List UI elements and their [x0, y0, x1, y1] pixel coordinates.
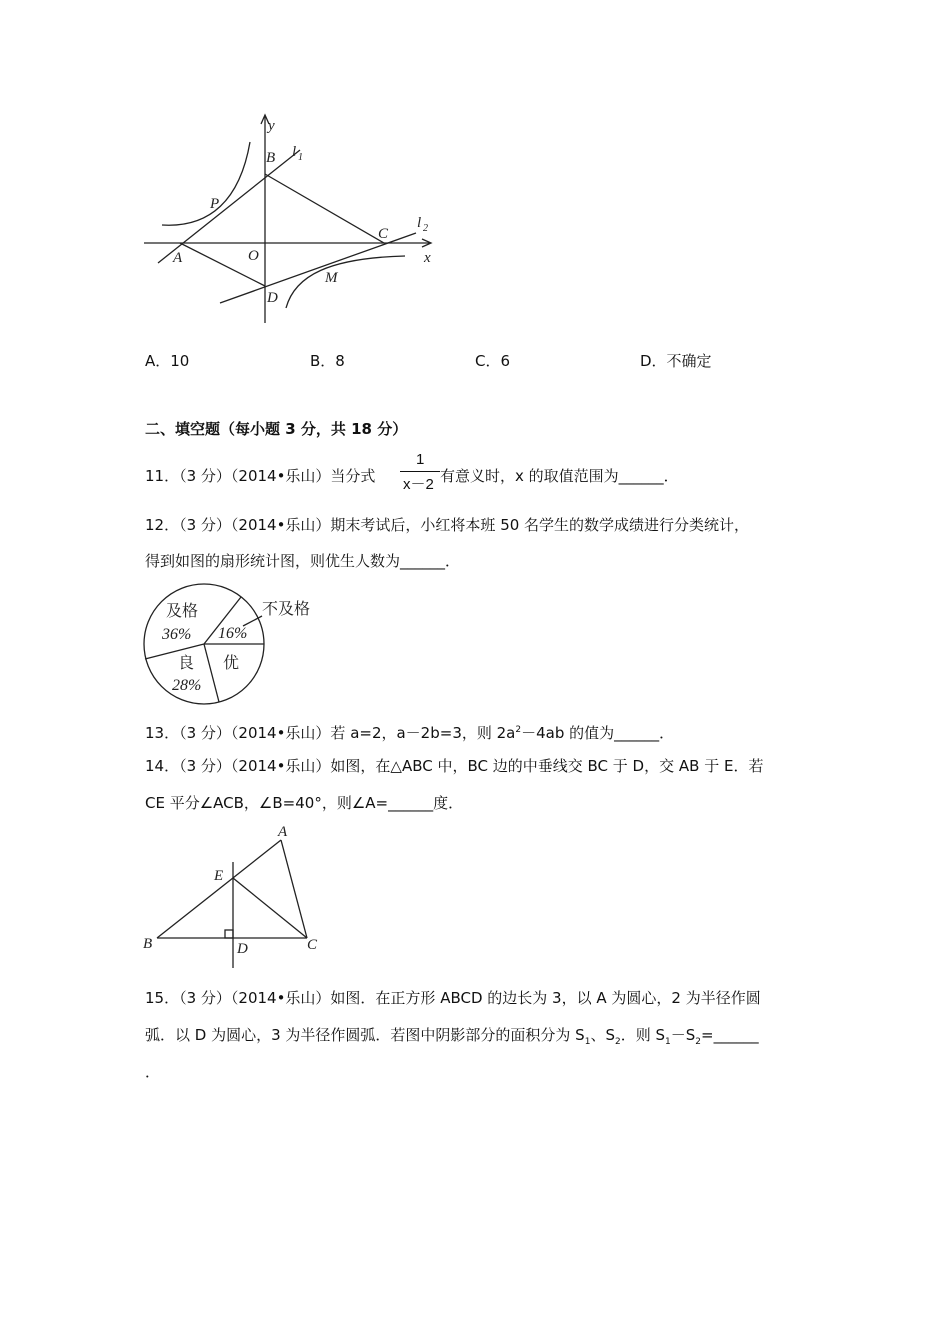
pie-label-jige-pct: 36%: [162, 626, 192, 643]
pie-label-bujige-pct: 16%: [218, 625, 248, 642]
right-angle-mark: [225, 930, 233, 938]
tri-label-C: C: [307, 937, 318, 953]
pie-label-jige: 及格: [166, 603, 199, 620]
pie-figure: [140, 582, 330, 706]
line-l1: [158, 150, 300, 263]
segment-EC: [233, 878, 307, 938]
q12-line1: 12．（3 分）（2014•乐山）期末考试后，小红将本班 50 名学生的数学成绩进行分类统计，: [145, 516, 750, 534]
tri-label-E: E: [214, 868, 224, 884]
label-M: M: [325, 270, 338, 286]
q15-sub-1: 1: [584, 1037, 591, 1047]
q15-line3: ．: [145, 1063, 161, 1081]
q15-line2a: 弧．以 D 为圆心，3 为半径作圆弧．若图中阴影部分的面积分为 S: [145, 1026, 585, 1044]
option-a: A．10: [145, 352, 190, 370]
tri-label-A: A: [278, 824, 288, 840]
option-c: C．6: [475, 352, 511, 370]
pie-label-liang: 良: [178, 655, 195, 672]
fraction-bar: [400, 471, 440, 472]
q15-line1: 15．（3 分）（2014•乐山）如图．在正方形 ABCD 的边长为 3，以 A 为圆心，2 为半径作圆: [145, 989, 761, 1007]
q11-denominator: x－2: [403, 476, 434, 493]
pie-label-bujige: 不及格: [262, 601, 311, 618]
q15-minus: －S: [670, 1026, 696, 1044]
label-l1-sub: 1: [298, 152, 303, 163]
q11-suffix: 有意义时，x 的取值范围为______．: [440, 467, 679, 485]
q15-end: =______: [701, 1026, 759, 1044]
q15-line2b: ．则 S: [620, 1026, 665, 1044]
label-l1: l: [292, 144, 297, 160]
side-BA: [157, 840, 281, 938]
q15-sub-4: 2: [695, 1037, 701, 1047]
label-P: P: [210, 196, 220, 212]
coordinate-figure: [140, 110, 460, 330]
pie-divider-3: [204, 644, 219, 702]
q11-prefix: 11．（3 分）（2014•乐山）当分式: [145, 467, 376, 485]
q15-mid: 、S: [590, 1026, 615, 1044]
pie-divider-4: [145, 644, 204, 659]
pie-label-liang-pct: 28%: [172, 677, 202, 694]
q14-line2: CE 平分∠ACB，∠B=40°，则∠A=______度．: [145, 794, 464, 812]
q15-line2: [145, 1025, 759, 1052]
pie-label-you: 优: [223, 655, 240, 672]
q15-sub-3: 1: [665, 1037, 671, 1047]
q11-numerator: 1: [416, 451, 425, 468]
segment-BC: [265, 174, 384, 243]
q13-text: [145, 720, 674, 743]
q13-part-a: 13．（3 分）（2014•乐山）若 a=2，a－2b=3，则 2a: [145, 724, 516, 742]
label-O: O: [248, 248, 259, 264]
hyperbola-left: [162, 142, 250, 225]
label-y: y: [268, 118, 275, 134]
hyperbola-right: [286, 256, 405, 308]
label-B: B: [266, 150, 276, 166]
label-x: x: [424, 250, 431, 266]
option-b: B．8: [310, 352, 345, 370]
label-C: C: [378, 226, 389, 242]
label-l2: l: [417, 215, 422, 231]
q13-part-b: －4ab 的值为______．: [521, 724, 675, 742]
q12-line2: 得到如图的扇形统计图，则优生人数为______．: [145, 552, 461, 570]
section-title: 二、填空题（每小题 3 分，共 18 分）: [145, 420, 408, 438]
label-D: D: [267, 290, 278, 306]
tri-label-D: D: [237, 941, 248, 957]
q15-sub-2: 2: [614, 1037, 621, 1047]
label-A: A: [173, 250, 183, 266]
tri-label-B: B: [143, 936, 153, 952]
q14-line1: 14．（3 分）（2014•乐山）如图，在△ABC 中，BC 边的中垂线交 BC 于 D，交 AB 于 E．若: [145, 757, 764, 775]
option-d: D．不确定: [640, 352, 712, 370]
label-l2-sub: 2: [423, 223, 428, 234]
q13-superscript: 2: [515, 725, 522, 735]
side-AC: [281, 840, 307, 938]
triangle-figure: [140, 822, 330, 970]
